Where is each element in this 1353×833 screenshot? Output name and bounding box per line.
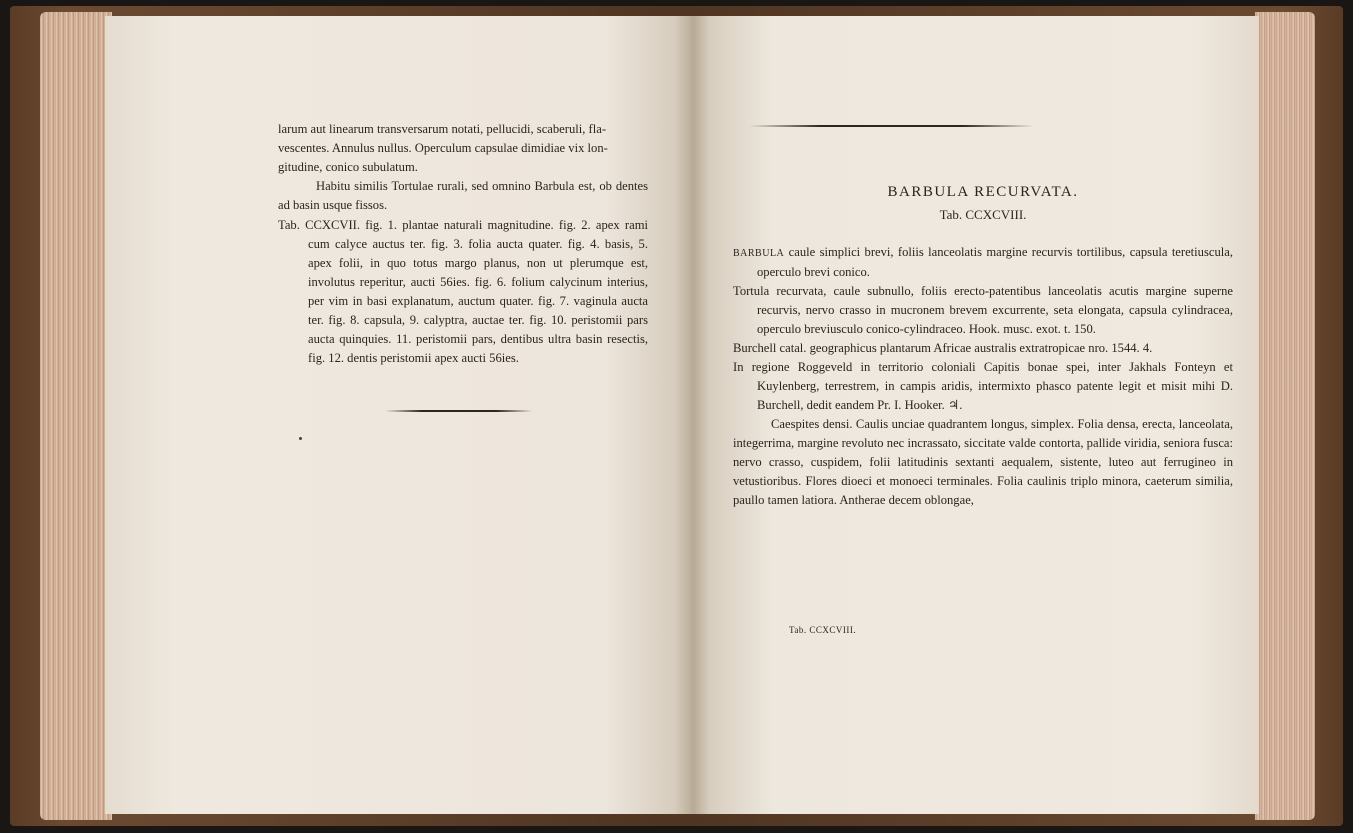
habitus-paragraph: Habitu similis Tortulae rurali, sed omnino Barbula est, ob dentes ad basin usque fissos. bbox=[278, 179, 648, 212]
left-text-block bbox=[278, 120, 648, 368]
species-title: BARBULA RECURVATA. bbox=[887, 184, 1079, 200]
section-rule-left bbox=[385, 410, 533, 412]
synonym-burchell: Burchell catal. geographicus plantarum Africae australis extratropicae nro. 1544. 4. bbox=[733, 341, 1153, 355]
plate-number: Tab. CCXCVIII. bbox=[939, 207, 1027, 222]
diagnosis-paragraph bbox=[733, 243, 1233, 282]
right-page-edges bbox=[1255, 12, 1315, 820]
locality-paragraph: In regione Roggeveld in territorio coloniali Capitis bonae spei, inter Jakhals Fonteyn et Kuylenberg, terrestrem, in campis aridis, intermixto phasco patente legit et misit mihi D. Burchell, dedit eandem Pr. I. Hooker. ♃. bbox=[733, 360, 1233, 412]
diagnosis-text: caule simplici brevi, foliis lanceolatis margine recurvis tortilibus, capsula teretiuscula, operculo brevi conico. bbox=[757, 245, 1234, 279]
description-paragraph: Caespites densi. Caulis unciae quadrantem longus, simplex. Folia densa, erecta, lanceolata, integerrima, margine revoluto nec incrassato, siccitate valde contorta, pallide viridia, seniora fusca: nervo crasso, cuspidem, folii latitudinis sextanti aequalem, sistente, luteo aut ferrugineo in vetustioribus. Flores dioeci et monoeci terminales. Folia caulinis triplo minora, caeterum similia, paullo tamen latiora. Antherae decem oblongae, bbox=[733, 417, 1233, 507]
synonym-tortula: Tortula recurvata, caule subnullo, foliis erecto-patentibus lanceolatis acutis margine superne recurvis, nervo crasso in mucronem brevem excurrente, seta elongata, capsula cylindracea, operculo breviusculo conico-cylindraceo. Hook. musc. exot. t. 150. bbox=[733, 284, 1233, 336]
left-line-3: gitudine, conico subulatum. bbox=[278, 160, 418, 174]
right-text-block bbox=[733, 243, 1233, 510]
header-rule bbox=[749, 125, 1034, 127]
plate-explanation: Tab. CCXCVII. fig. 1. plantae naturali magnitudine. fig. 2. apex rami cum calyce auctus ter. fig. 3. folia aucta quater. fig. 4. basis, 5. apex folii, in quo totus margo planus, non ut plerumque est, involutus reperitur, aucti 56ies. fig. 6. folium calycinum interius, per vim in basi explanatum, auctum quater. fig. 7. vaginula aucta ter. fig. 8. capsula, 9. calyptra, auctae ter. fig. 10. peristomii pars aucta quinquies. 11. peristomii pars, dentibus ultra basin resectis, fig. 12. dentis peristomii apex aucti 56ies. bbox=[278, 218, 648, 365]
page-speck bbox=[299, 437, 302, 440]
left-line-2: vescentes. Annulus nullus. Operculum capsulae dimidiae vix lon- bbox=[278, 141, 608, 155]
left-line-1: larum aut linearum transversarum notati, pellucidi, scaberuli, fla- bbox=[278, 122, 607, 136]
diagnosis-label: BARBULA bbox=[733, 248, 785, 259]
right-page bbox=[693, 16, 1259, 814]
left-page-edges bbox=[40, 12, 112, 820]
catchword-footer: Tab. CCXCVIII. bbox=[789, 625, 857, 635]
left-page bbox=[105, 16, 693, 814]
